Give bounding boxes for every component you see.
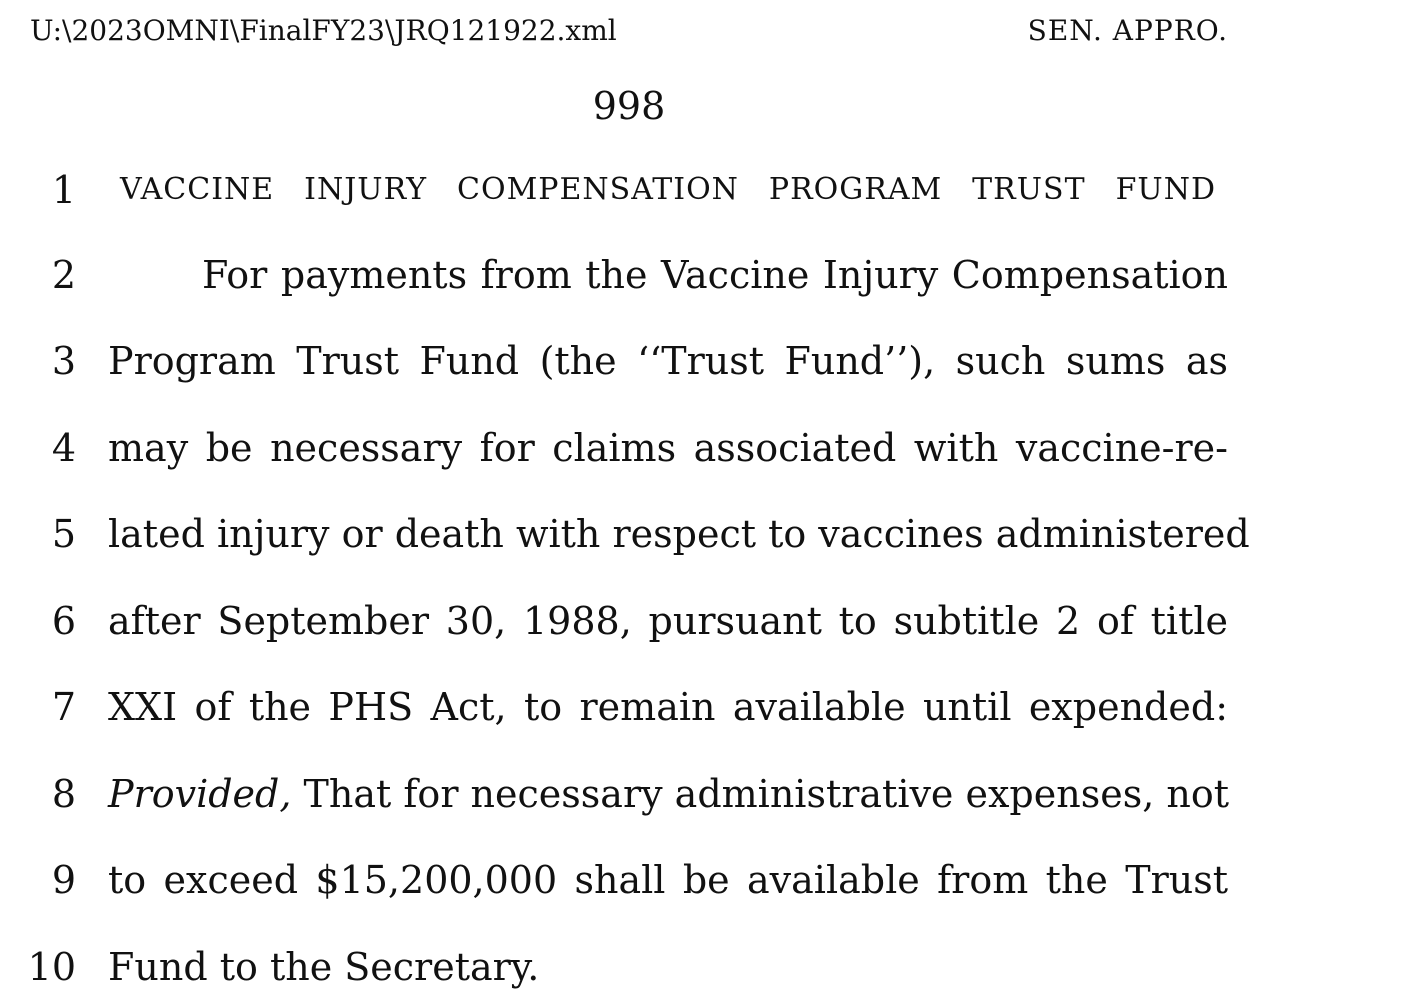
line-text: Fund to the Secretary. (108, 945, 540, 989)
line-text: to exceed $15,200,000 shall be available from the Trust (108, 858, 1228, 902)
file-path: U:\2023OMNI\FinalFY23\JRQ121922.xml (30, 14, 617, 47)
line-number: 8 (51, 772, 76, 816)
document-line-1 (0, 160, 1412, 220)
line-text: may be necessary for claims associated with vaccine-re- (108, 426, 1228, 470)
provided-keyword: Provided, (108, 772, 292, 816)
line-text (108, 764, 1228, 824)
document-line-7 (0, 677, 1412, 737)
line-number: 5 (51, 512, 76, 556)
document-line-9 (0, 850, 1412, 910)
document-line-2 (0, 245, 1412, 305)
document-line-5 (0, 504, 1412, 564)
document-line-10 (0, 937, 1412, 997)
line-number: 1 (51, 168, 76, 212)
section-heading: VACCINE INJURY COMPENSATION PROGRAM TRUST FUND (120, 172, 1216, 207)
document-line-8 (0, 764, 1412, 824)
line-number: 4 (51, 426, 76, 470)
line-number: 10 (27, 945, 76, 989)
line-text: after September 30, 1988, pursuant to subtitle 2 of title (108, 599, 1228, 643)
document-line-3 (0, 331, 1412, 391)
line-text: For payments from the Vaccine Injury Compensation (202, 253, 1228, 297)
line-text: XXI of the PHS Act, to remain available until expended: (108, 685, 1228, 729)
line-number: 2 (51, 253, 76, 297)
line-text-rest: That for necessary administrative expenses, not (303, 772, 1229, 816)
line-number: 7 (51, 685, 76, 729)
line-text: lated injury or death with respect to vaccines administered (108, 512, 1250, 556)
line-number: 3 (51, 339, 76, 383)
line-text: Program Trust Fund (the ‘‘Trust Fund’’), such sums as (108, 339, 1228, 383)
committee-label: SEN. APPRO. (1027, 14, 1228, 47)
document-line-6 (0, 591, 1412, 651)
line-number: 6 (51, 599, 76, 643)
page-number: 998 (592, 84, 666, 128)
document-line-4 (0, 418, 1412, 478)
line-number: 9 (51, 858, 76, 902)
